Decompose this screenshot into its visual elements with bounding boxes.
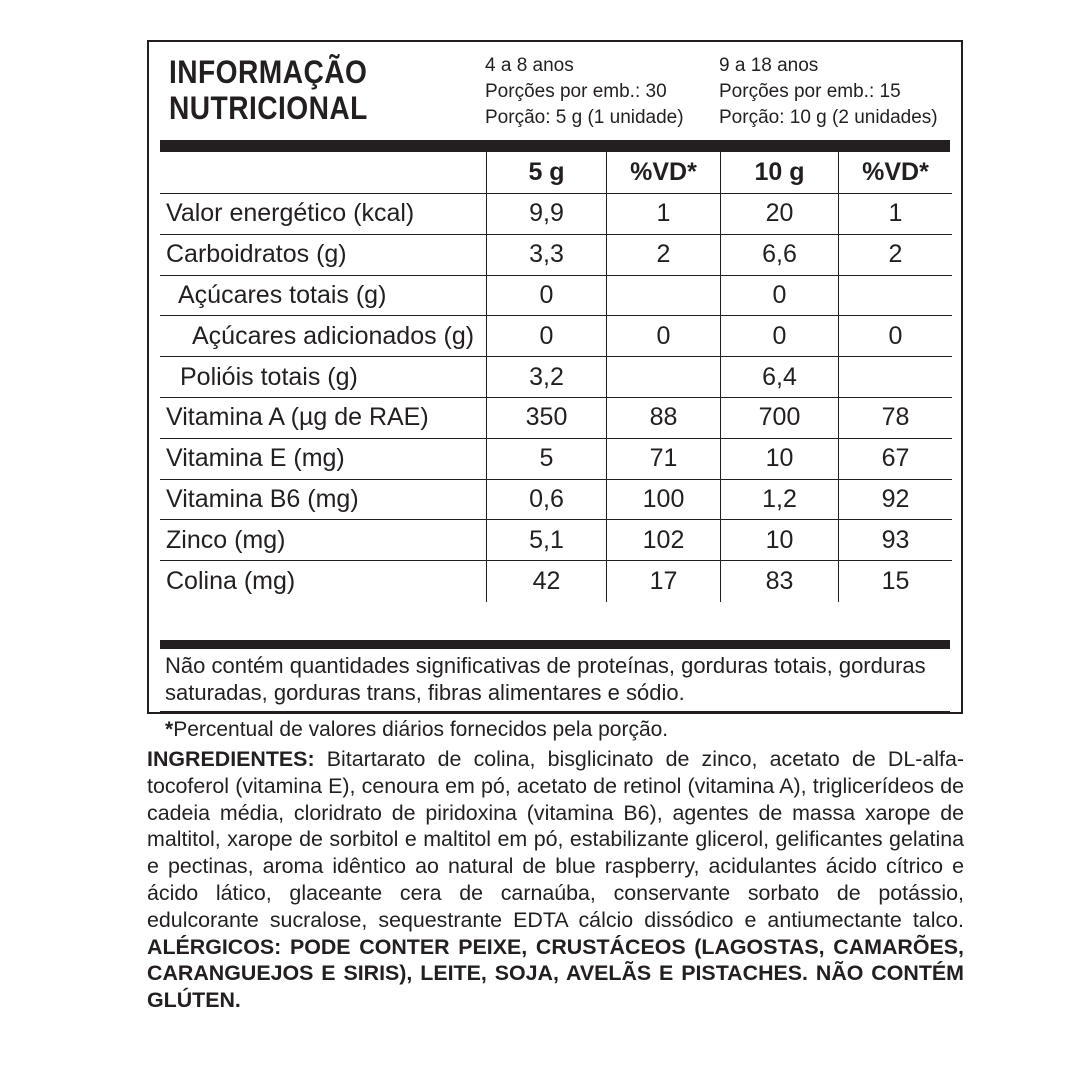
dv-10g: 92 <box>838 480 952 520</box>
title-line-2: NUTRICIONAL <box>169 90 368 126</box>
note-divider <box>160 711 950 712</box>
dv-10g: 93 <box>838 520 952 560</box>
divider-bar-bottom <box>160 640 950 649</box>
value-5g: 9,9 <box>486 194 606 234</box>
dv-10g: 15 <box>838 561 952 602</box>
age-range: 9 a 18 anos <box>719 55 819 76</box>
ingredients-text: Bitartarato de colina, bisglicinato de zinco, acetato de DL-alfa-tocoferol (vitamina E), cenoura em pó, acetato de retinol (vitamina A), triglicerídeos de cadeia média, cloridrato de piridoxina (vitamina B6), agentes de massa xarope de maltitol, xarope de sorbitol e maltitol em pó, estabilizante glicerol, gelificantes gelatina e pectinas, aroma idêntico ao natural de blue raspberry, acidulantes ácido cítrico e ácido lático, glaceante cera de carnaúba, conservante sorbato de potássio, edulcorante sucralose, sequestrante EDTA cálcio dissódico e antiumectante talco. <box>147 747 964 932</box>
dv-5g: 102 <box>606 520 720 560</box>
portions-per-package: Porções por emb.: 30 <box>485 81 667 102</box>
header-dv-1: %VD* <box>606 152 720 193</box>
dv-10g: 78 <box>838 398 952 438</box>
value-10g: 700 <box>720 398 838 438</box>
table-row <box>160 520 952 561</box>
dv-5g <box>606 276 720 316</box>
dv-5g: 0 <box>606 316 720 356</box>
value-10g: 10 <box>720 520 838 560</box>
table-row <box>160 439 952 480</box>
value-5g: 0,6 <box>486 480 606 520</box>
dv-10g: 2 <box>838 235 952 275</box>
dv-5g: 2 <box>606 235 720 275</box>
table-row <box>160 398 952 439</box>
value-10g: 0 <box>720 316 838 356</box>
dv-5g: 100 <box>606 480 720 520</box>
allergens-text: ALÉRGICOS: PODE CONTER PEIXE, CRUSTÁCEOS (LAGOSTAS, CAMARÕES, CARANGUEJOS E SIRIS), LEITE, SOJA, AVELÃS E PISTACHES. NÃO CONTÉM GLÚTEN. <box>147 934 964 1013</box>
title-line-1: INFORMAÇÃO <box>169 54 368 90</box>
dv-5g <box>606 357 720 397</box>
table-row <box>160 316 952 357</box>
nutrient-label: Valor energético (kcal) <box>166 199 415 228</box>
dv-10g: 0 <box>838 316 952 356</box>
value-5g: 3,2 <box>486 357 606 397</box>
value-10g: 10 <box>720 439 838 479</box>
portion-size: Porção: 5 g (1 unidade) <box>485 107 684 128</box>
nutrient-label: Carboidratos (g) <box>166 240 347 269</box>
value-10g: 6,4 <box>720 357 838 397</box>
age-range: 4 a 8 anos <box>485 55 574 76</box>
nutrient-label: Zinco (mg) <box>166 525 286 554</box>
value-10g: 83 <box>720 561 838 602</box>
serving-info-4-8 <box>485 53 684 131</box>
table-row <box>160 561 952 602</box>
value-5g: 0 <box>486 316 606 356</box>
footnote-text: Percentual de valores diários fornecidos pela porção. <box>173 718 669 741</box>
table-row <box>160 480 952 521</box>
nutrient-label: Vitamina E (mg) <box>166 444 345 473</box>
value-10g: 0 <box>720 276 838 316</box>
nutrient-label: Colina (mg) <box>166 567 296 596</box>
serving-info-9-18 <box>719 53 938 131</box>
divider-bar <box>160 140 950 152</box>
nutrient-label: Vitamina B6 (mg) <box>166 484 359 513</box>
header-blank <box>160 152 486 193</box>
header-amount-10g: 10 g <box>720 152 838 193</box>
nutrient-label: Açúcares totais (g) <box>178 280 387 309</box>
value-5g: 5,1 <box>486 520 606 560</box>
value-5g: 5 <box>486 439 606 479</box>
dv-5g: 88 <box>606 398 720 438</box>
header-dv-2: %VD* <box>838 152 952 193</box>
table-row <box>160 357 952 398</box>
header-row <box>160 152 952 194</box>
nutrient-grid <box>160 152 952 602</box>
insignificant-amounts-note: Não contém quantidades significativas de proteínas, gorduras totais, gorduras saturadas, gorduras trans, fibras alimentares e sódio. <box>165 653 926 705</box>
nutrition-title <box>169 54 368 126</box>
portion-size: Porção: 10 g (2 unidades) <box>719 107 938 128</box>
dv-footnote <box>165 718 668 742</box>
footnote-star: * <box>165 718 174 741</box>
table-row <box>160 235 952 276</box>
value-10g: 20 <box>720 194 838 234</box>
dv-5g: 1 <box>606 194 720 234</box>
nutrient-label: Polióis totais (g) <box>180 362 358 391</box>
value-5g: 0 <box>486 276 606 316</box>
table-row <box>160 194 952 235</box>
header-amount-5g: 5 g <box>486 152 606 193</box>
nutrient-label: Açúcares adicionados (g) <box>192 321 475 350</box>
dv-5g: 17 <box>606 561 720 602</box>
dv-5g: 71 <box>606 439 720 479</box>
value-10g: 1,2 <box>720 480 838 520</box>
table-row <box>160 276 952 317</box>
dv-10g <box>838 357 952 397</box>
portions-per-package: Porções por emb.: 15 <box>719 81 901 102</box>
dv-10g <box>838 276 952 316</box>
ingredients-block <box>147 746 964 1014</box>
value-5g: 3,3 <box>486 235 606 275</box>
nutrition-facts-table <box>147 40 963 741</box>
ingredients-label: INGREDIENTES: <box>147 747 315 771</box>
value-5g: 42 <box>486 561 606 602</box>
value-10g: 6,6 <box>720 235 838 275</box>
value-5g: 350 <box>486 398 606 438</box>
nutrient-label: Vitamina A (µg de RAE) <box>166 403 429 432</box>
dv-10g: 67 <box>838 439 952 479</box>
dv-10g: 1 <box>838 194 952 234</box>
